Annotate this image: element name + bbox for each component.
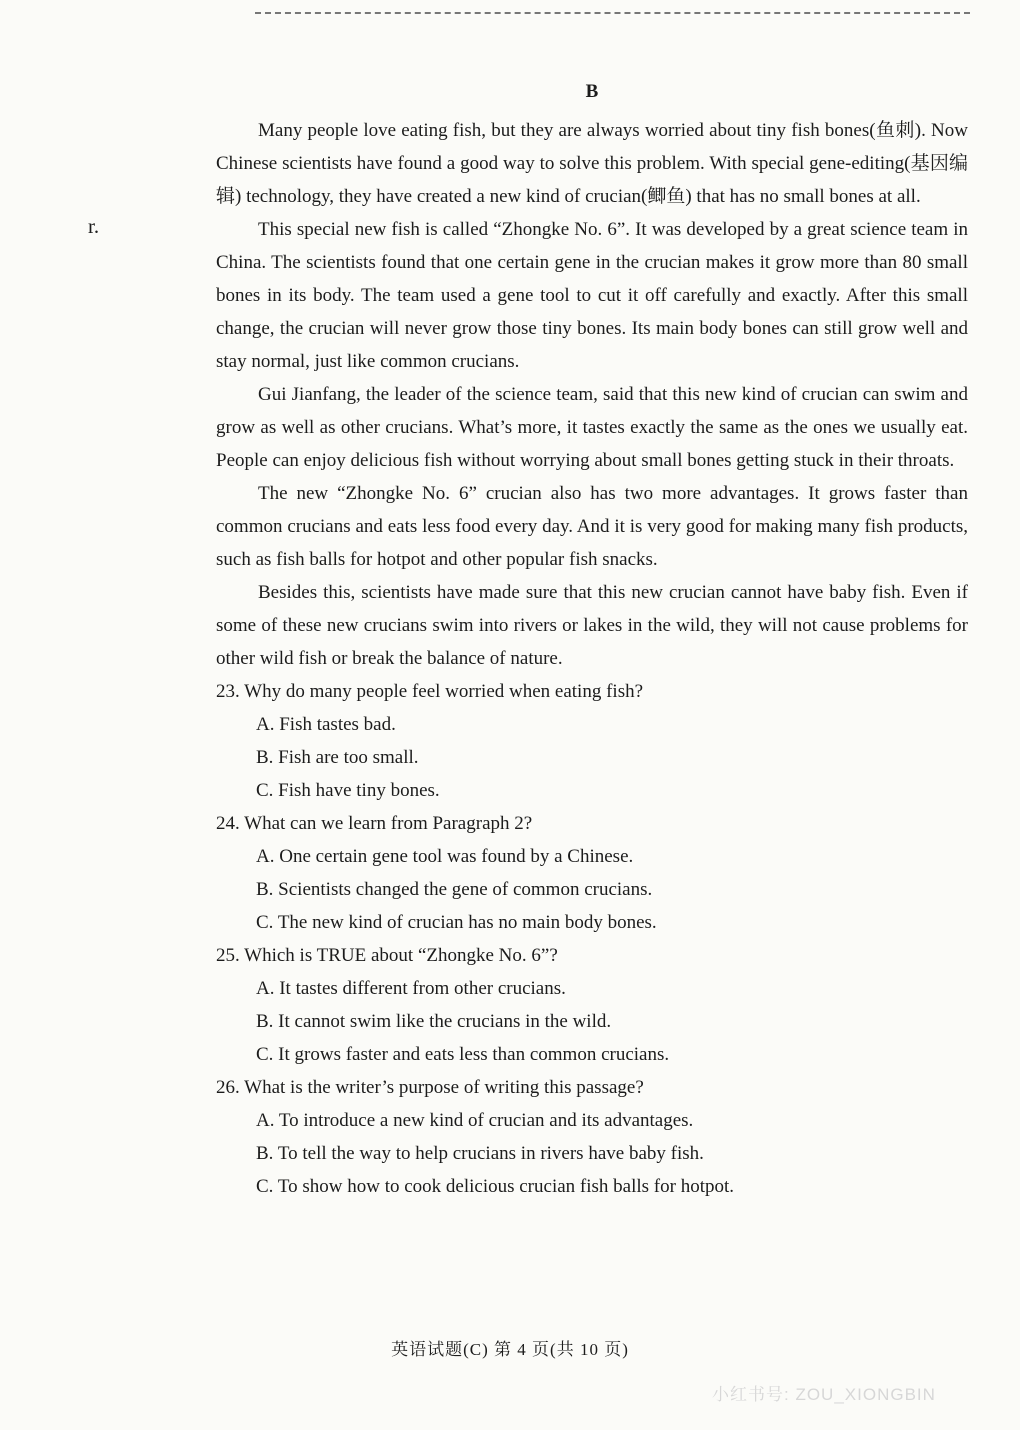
exam-page — [216, 80, 968, 1203]
option-c[interactable]: C. The new kind of crucian has no main body bones. — [256, 912, 657, 933]
option-a[interactable]: A. One certain gene tool was found by a Chinese. — [256, 846, 634, 867]
passage-paragraph-5: Besides this, scientists have made sure that this new crucian cannot have baby fish. Even if some of these new crucians swim into rivers or lakes in the wild, they will not cause problems for other wild fish or break the balance of nature. — [216, 582, 968, 669]
option-b[interactable]: B. Fish are too small. — [256, 747, 419, 768]
margin-mark: r. — [88, 214, 100, 238]
question-stem: 24. What can we learn from Paragraph 2? — [216, 813, 533, 834]
passage-paragraph-3: Gui Jianfang, the leader of the science team, said that this new kind of crucian can swim and grow as well as other crucians. What’s more, it tastes exactly the same as the ones we usually eat. People can enjoy delicious fish without worrying about small bones getting stuck in their throats. — [216, 384, 968, 471]
watermark-text: 小红书号: ZOU_XIONGBIN — [712, 1385, 936, 1404]
option-c[interactable]: C. To show how to cook delicious crucian fish balls for hotpot. — [256, 1176, 735, 1197]
option-a[interactable]: A. To introduce a new kind of crucian and its advantages. — [256, 1110, 694, 1131]
question-23 — [216, 675, 968, 807]
question-stem: 26. What is the writer’s purpose of writing this passage? — [216, 1077, 644, 1098]
passage-paragraph-2: This special new fish is called “Zhongke No. 6”. It was developed by a great science team in China. The scientists found that one certain gene in the crucian makes it grow more than 80 small bones in its body. The team used a gene tool to cut it off carefully and exactly. After this small change, the crucian will never grow those tiny bones. Its main body bones can still grow well and stay normal, just like common crucians. — [216, 219, 968, 372]
top-dashed-rule — [255, 12, 970, 14]
section-label: B — [585, 81, 599, 102]
question-stem: 23. Why do many people feel worried when eating fish? — [216, 681, 644, 702]
passage-paragraph-4: The new “Zhongke No. 6” crucian also has two more advantages. It grows faster than common crucians and eats less food every day. And it is very good for making many fish products, such as fish balls for hotpot and other popular fish snacks. — [216, 483, 968, 570]
option-a[interactable]: A. It tastes different from other crucians. — [256, 978, 566, 999]
option-a[interactable]: A. Fish tastes bad. — [256, 714, 396, 735]
option-b[interactable]: B. It cannot swim like the crucians in the wild. — [256, 1011, 612, 1032]
option-b[interactable]: B. To tell the way to help crucians in rivers have baby fish. — [256, 1143, 704, 1164]
question-24 — [216, 807, 968, 939]
page-footer: 英语试题(C) 第 4 页(共 10 页) — [391, 1340, 629, 1359]
option-b[interactable]: B. Scientists changed the gene of common crucians. — [256, 879, 653, 900]
question-stem: 25. Which is TRUE about “Zhongke No. 6”? — [216, 945, 558, 966]
question-25 — [216, 939, 968, 1071]
option-c[interactable]: C. It grows faster and eats less than common crucians. — [256, 1044, 670, 1065]
question-26 — [216, 1071, 968, 1203]
passage-paragraph-1: Many people love eating fish, but they are always worried about tiny fish bones(鱼刺). Now Chinese scientists have found a good way to solve this problem. With special gene-editing(基因编辑) technology, they have created a new kind of crucian(鲫鱼) that has no small bones at all. — [216, 120, 968, 207]
option-c[interactable]: C. Fish have tiny bones. — [256, 780, 440, 801]
